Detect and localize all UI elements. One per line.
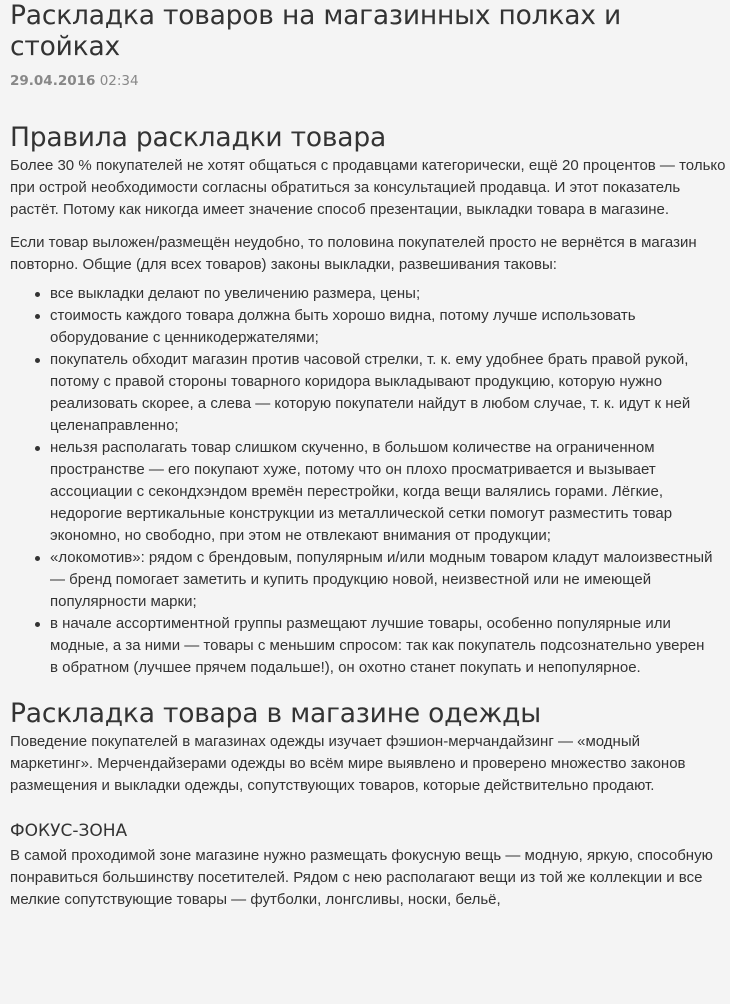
bullet-icon: [35, 556, 40, 561]
bullet-icon: [35, 314, 40, 319]
list-item: [50, 613, 726, 679]
section-heading-rules: Правила раскладки товара: [10, 122, 386, 153]
list-item-text: в начале ассортиментной группы размещают лучшие товары, особенно популярные или модные, а за ними — товары с меньшим спросом: так как покупатель подсознательно уверен в обратном (лучшее прячем подальше!), он охотно станет покупать и непопулярное.: [50, 615, 705, 676]
article-meta: [10, 72, 726, 90]
paragraph: Более 30 % покупателей не хотят общаться с продавцами категорически, ещё 20 процентов — только при острой необходимости согласны обратиться за консультацией продавца. И этот показатель растёт. Потому как никогда имеет значение способ презентации, выкладки товара в магазине.: [10, 157, 726, 218]
paragraph: В самой проходимой зоне магазине нужно размещать фокусную вещь — модную, яркую, способную понравиться большинству посетителей. Рядом с нею располагают вещи из той же коллекции и все мелкие сопутствующие товары — футболки, лонгсливы, носки, бельё,: [10, 847, 713, 908]
article: [10, 0, 726, 911]
list-item-text: стоимость каждого товара должна быть хорошо видна, потому лучше использовать оборудование с ценникодержателями;: [50, 307, 636, 346]
list-item: [50, 547, 726, 613]
bullet-icon: [35, 446, 40, 451]
list-item: [50, 349, 726, 437]
bullet-icon: [35, 622, 40, 627]
list-item-text: все выкладки делают по увеличению размера, цены;: [50, 285, 421, 302]
bullet-icon: [35, 358, 40, 363]
list-item: [50, 283, 726, 305]
list-item-text: «локомотив»: рядом с брендовым, популярным и/или модным товаром кладут малоизвестный — бренд помогает заметить и купить продукцию новой, неизвестной или не имеющей популярности марки;: [50, 549, 713, 610]
subsection-heading-focus-zone: ФОКУС-ЗОНА: [10, 821, 128, 841]
paragraph: Если товар выложен/размещён неудобно, то половина покупателей просто не вернётся в магазин повторно. Общие (для всех товаров) законы выкладки, развешивания таковы:: [10, 234, 697, 273]
bullet-icon: [35, 292, 40, 297]
list-item: [50, 437, 726, 547]
list-item: [50, 305, 726, 349]
rules-list: [10, 283, 726, 679]
article-title: Раскладка товаров на магазинных полках и стойках: [10, 0, 621, 62]
list-item-text: нельзя располагать товар слишком скученно, в большом количестве на ограниченном пространстве — его покупают хуже, потому что он плохо просматривается и вызывает ассоциации с секондхэндом времён перестройки, когда вещи валялись горами. Лёгкие, недорогие вертикальные конструкции из металлической сетки помогут разместить товар экономно, но свободно, при этом не отвлекают внимания от продукции;: [50, 439, 673, 544]
publish-date: 29.04.2016: [10, 73, 96, 89]
publish-time: 02:34: [99, 73, 139, 89]
section-heading-clothing: Раскладка товара в магазине одежды: [10, 698, 541, 729]
paragraph: Поведение покупателей в магазинах одежды изучает фэшион-мерчандайзинг — «модный маркетинг». Мерчендайзерами одежды во всём мире выявлено и проверено множество законов размещения и выкладки одежды, сопутствующих товаров, которые действительно продают.: [10, 733, 686, 794]
list-item-text: покупатель обходит магазин против часовой стрелки, т. к. ему удобнее брать правой рукой, потому с правой стороны товарного коридора выкладывают продукцию, которую нужно реализовать скорее, а слева — которую покупатели найдут в любом случае, т. к. идут к ней целенаправленно;: [50, 351, 691, 434]
